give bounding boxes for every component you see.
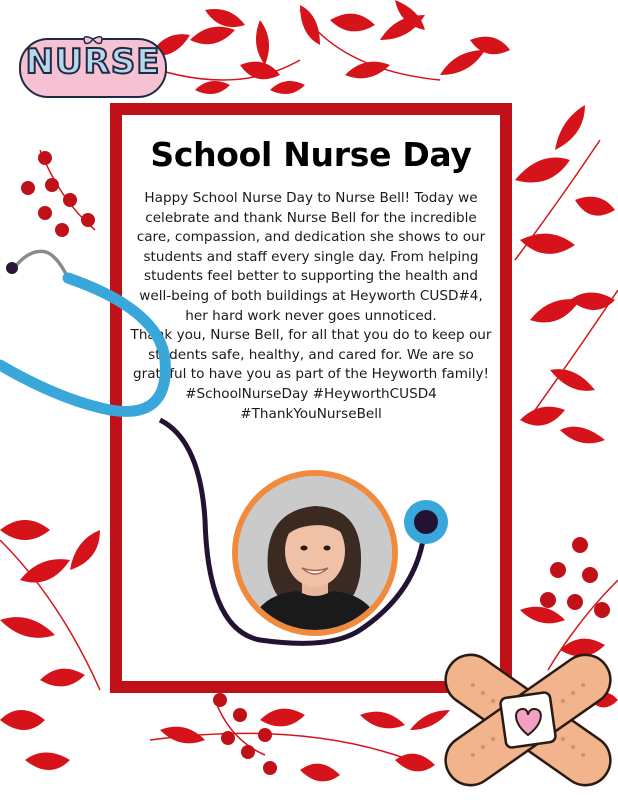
announcement-card xyxy=(110,103,512,693)
card-message xyxy=(130,189,492,424)
message-paragraph: Thank you, Nurse Bell, for all that you do to keep our students safe, healthy, and cared for. We are so grateful to have you as part of the Heyworth family! #SchoolNurseDay #HeyworthCUSD4 #ThankYouNurseBell xyxy=(130,327,492,422)
bandage-icon xyxy=(443,645,613,795)
nurse-logo xyxy=(18,33,168,101)
portrait-illustration xyxy=(238,476,392,630)
card-title: School Nurse Day xyxy=(150,135,472,174)
message-paragraph: Happy School Nurse Day to Nurse Bell! Today we celebrate and thank Nurse Bell for the incredible care, compassion, and dedication she shows to our students and staff every single day. From helping students feel better to supporting the health and well-being of both buildings at Heyworth CUSD#4, her hard work never goes unnoticed. xyxy=(136,190,486,324)
nurse-portrait xyxy=(232,470,398,636)
portrait-image xyxy=(238,476,392,630)
logo-text: NURSE xyxy=(25,42,161,82)
